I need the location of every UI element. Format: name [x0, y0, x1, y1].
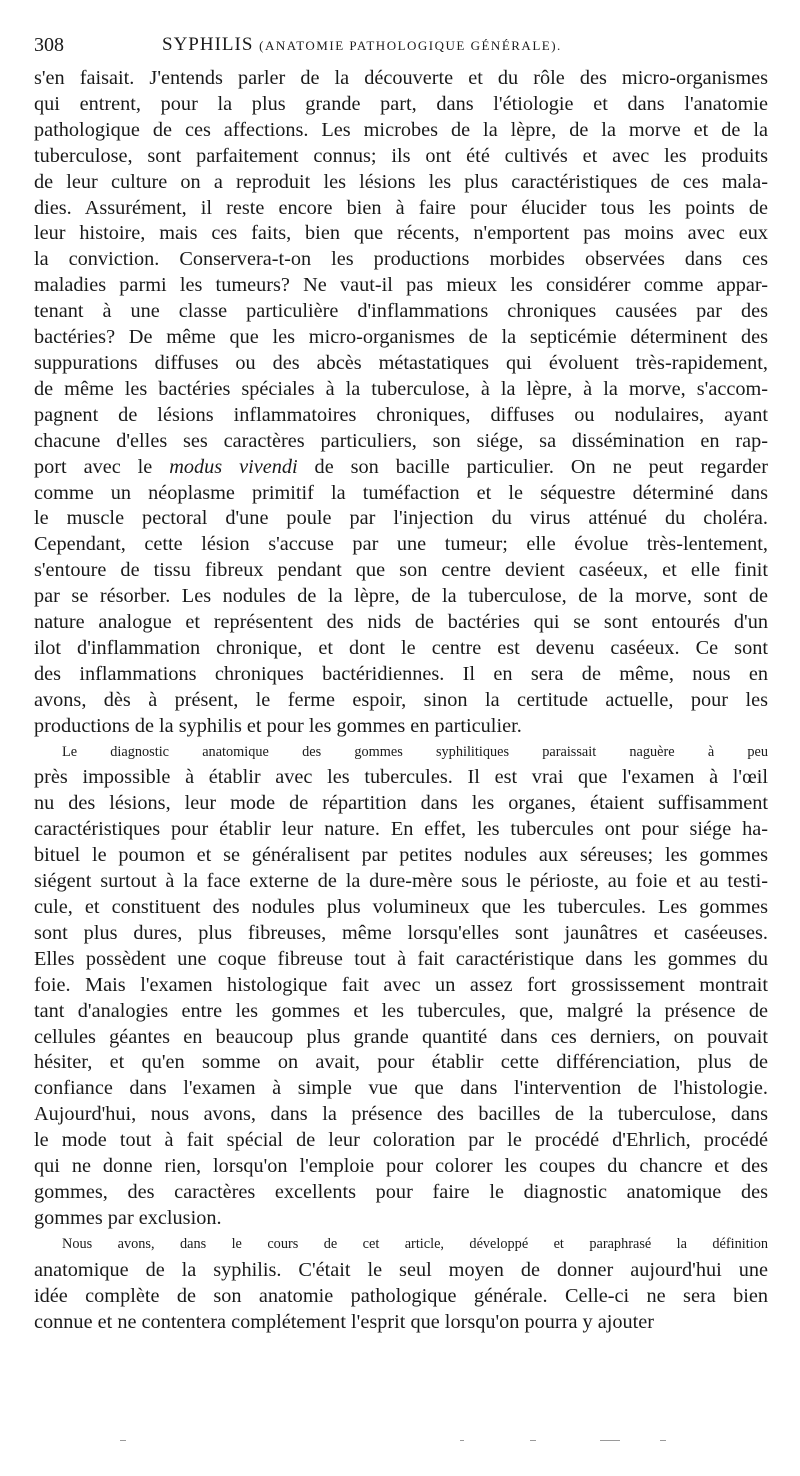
bottom-mark	[600, 1440, 620, 1441]
text-line: bactéries? De même que les micro-organismes de la septicémie déterminent des	[34, 326, 768, 349]
bottom-mark	[660, 1440, 666, 1441]
text-line: qui ne donne rien, lorsqu'on l'emploie pour colorer les coupes du chancre et des	[34, 1155, 768, 1178]
paragraph	[34, 1232, 768, 1336]
bottom-rule-marks	[60, 1436, 760, 1446]
text-line: avons, dès à présent, le ferme espoir, sinon la certitude actuelle, pour les	[34, 688, 768, 711]
text-line: suppurations diffuses ou des abcès métastatiques qui évoluent très-rapidement,	[34, 351, 768, 374]
paragraph	[34, 66, 768, 740]
bottom-mark	[460, 1440, 464, 1441]
text-line: de leur culture on a reproduit les lésions les plus caractéristiques de ces mala-	[34, 170, 768, 193]
text-line: maladies parmi les tumeurs? Ne vaut-il pas mieux les considérer comme appar-	[34, 274, 768, 297]
text-line: nu des lésions, leur mode de répartition dans les organes, étaient suffisamment	[34, 792, 768, 815]
text-line: Le diagnostic anatomique des gommes syphilitiques paraissait naguère à peu	[62, 743, 768, 760]
text-line: cule, et constituent des nodules plus volumineux que les tubercules. Les gommes	[34, 896, 768, 918]
text-line: ilot d'inflammation chronique, et dont le centre est devenu caséeux. Ce sont	[34, 636, 768, 659]
text-line: le mode tout à fait spécial de leur coloration par le procédé d'Ehrlich, procédé	[34, 1129, 768, 1152]
text-line: bituel le poumon et se généralisent par petites nodules aux séreuses; les gommes	[34, 844, 768, 867]
text-line: de même les bactéries spéciales à la tuberculose, à la lèpre, à la morve, s'accom-	[34, 377, 768, 400]
text-line: hésiter, et qu'en somme on avait, pour établir cette différenciation, plus de	[34, 1051, 768, 1074]
text-line: port avec le modus vivendi de son bacille particulier. On ne peut regarder	[34, 455, 768, 478]
text-line: pathologique de ces affections. Les microbes de la lèpre, de la morve et de la	[34, 118, 768, 141]
running-head-title: SYPHILIS	[162, 34, 254, 55]
body-text	[34, 66, 768, 1335]
text-line: caractéristiques pour établir leur nature. En effet, les tubercules ont pour siége ha-	[34, 818, 768, 841]
text-line: anatomique de la syphilis. C'était le seul moyen de donner aujourd'hui une	[34, 1258, 768, 1281]
running-head	[162, 30, 562, 61]
bottom-mark	[530, 1440, 536, 1441]
text-line: des inflammations chroniques bactéridiennes. Il en sera de même, nous en	[34, 662, 768, 685]
text-line: chacune d'elles ses caractères particuliers, son siége, sa dissémination en rap-	[34, 429, 768, 452]
text-line: comme un néoplasme primitif la tuméfaction et le séquestre déterminé dans	[34, 481, 768, 504]
text-line: s'en faisait. J'entends parler de la découverte et du rôle des micro-organismes	[34, 67, 768, 89]
page-header	[34, 30, 764, 60]
text-line: foie. Mais l'examen histologique fait avec un assez fort grossissement montrait	[34, 973, 768, 996]
text-line: dies. Assurément, il reste encore bien à faire pour élucider tous les points de	[34, 196, 768, 219]
text-line: cellules géantes en beaucoup plus grande quantité dans ces derniers, on pouvait	[34, 1025, 768, 1048]
text-line: nature analogue et représentent des nids de bactéries qui se sont entourés d'un	[34, 611, 768, 634]
text-line: tenant à une classe particulière d'inflammations chroniques causées par des	[34, 300, 768, 323]
text-line: gommes par exclusion.	[34, 1206, 222, 1229]
text-line: productions de la syphilis et pour les gommes en particulier.	[34, 714, 522, 737]
text-line: Cependant, cette lésion s'accuse par une tumeur; elle évolue très-lentement,	[34, 533, 768, 556]
text-line: qui entrent, pour la plus grande part, dans l'étiologie et dans l'anatomie	[34, 92, 768, 115]
text-line: le muscle pectoral d'une poule par l'injection du virus atténué du choléra.	[34, 507, 768, 530]
page-number: 308	[34, 34, 64, 56]
text-line: sont plus dures, plus fibreuses, même lorsqu'elles sont jaunâtres et caséeuses.	[34, 921, 768, 944]
text-line: s'entoure de tissu fibreux pendant que son centre devient caséeux, et elle finit	[34, 559, 768, 582]
running-head-subtitle: (ANATOMIE PATHOLOGIQUE GÉNÉRALE).	[259, 38, 562, 53]
text-line: connue et ne contentera complétement l'esprit que lorsqu'on pourra y ajouter	[34, 1310, 655, 1333]
text-line: Nous avons, dans le cours de cet article, développé et paraphrasé la définition	[62, 1235, 768, 1252]
text-line: près impossible à établir avec les tubercules. Il est vrai que l'examen à l'œil	[34, 766, 768, 789]
text-line: Elles possèdent une coque fibreuse tout à fait caractéristique dans les gommes du	[34, 947, 768, 970]
text-line: tant d'analogies entre les gommes et les tubercules, que, malgré la présence de	[34, 999, 768, 1022]
text-line: pagnent de lésions inflammatoires chroniques, diffuses ou nodulaires, ayant	[34, 403, 768, 426]
text-line: leur histoire, mais ces faits, bien que récents, n'emportent pas moins avec eux	[34, 222, 768, 245]
bottom-mark	[120, 1440, 126, 1441]
text-line: idée complète de son anatomie pathologique générale. Celle-ci ne sera bien	[34, 1284, 768, 1307]
text-line: siégent surtout à la face externe de la dure-mère sous le périoste, au foie et au testi-	[34, 870, 768, 893]
text-line: par se résorber. Les nodules de la lèpre, de la tuberculose, de la morve, sont de	[34, 585, 768, 608]
text-line: gommes, des caractères excellents pour faire le diagnostic anatomique des	[34, 1180, 768, 1203]
text-line: la conviction. Conservera-t-on les productions morbides observées dans ces	[34, 248, 768, 271]
text-line: confiance dans l'examen à simple vue que dans l'intervention de l'histologie.	[34, 1077, 768, 1100]
text-line: tuberculose, sont parfaitement connus; ils ont été cultivés et avec les produits	[34, 144, 768, 167]
text-line: Aujourd'hui, nous avons, dans la présence des bacilles de la tuberculose, dans	[34, 1103, 768, 1126]
paragraph	[34, 740, 768, 1232]
italic-term: modus vivendi	[169, 455, 298, 478]
